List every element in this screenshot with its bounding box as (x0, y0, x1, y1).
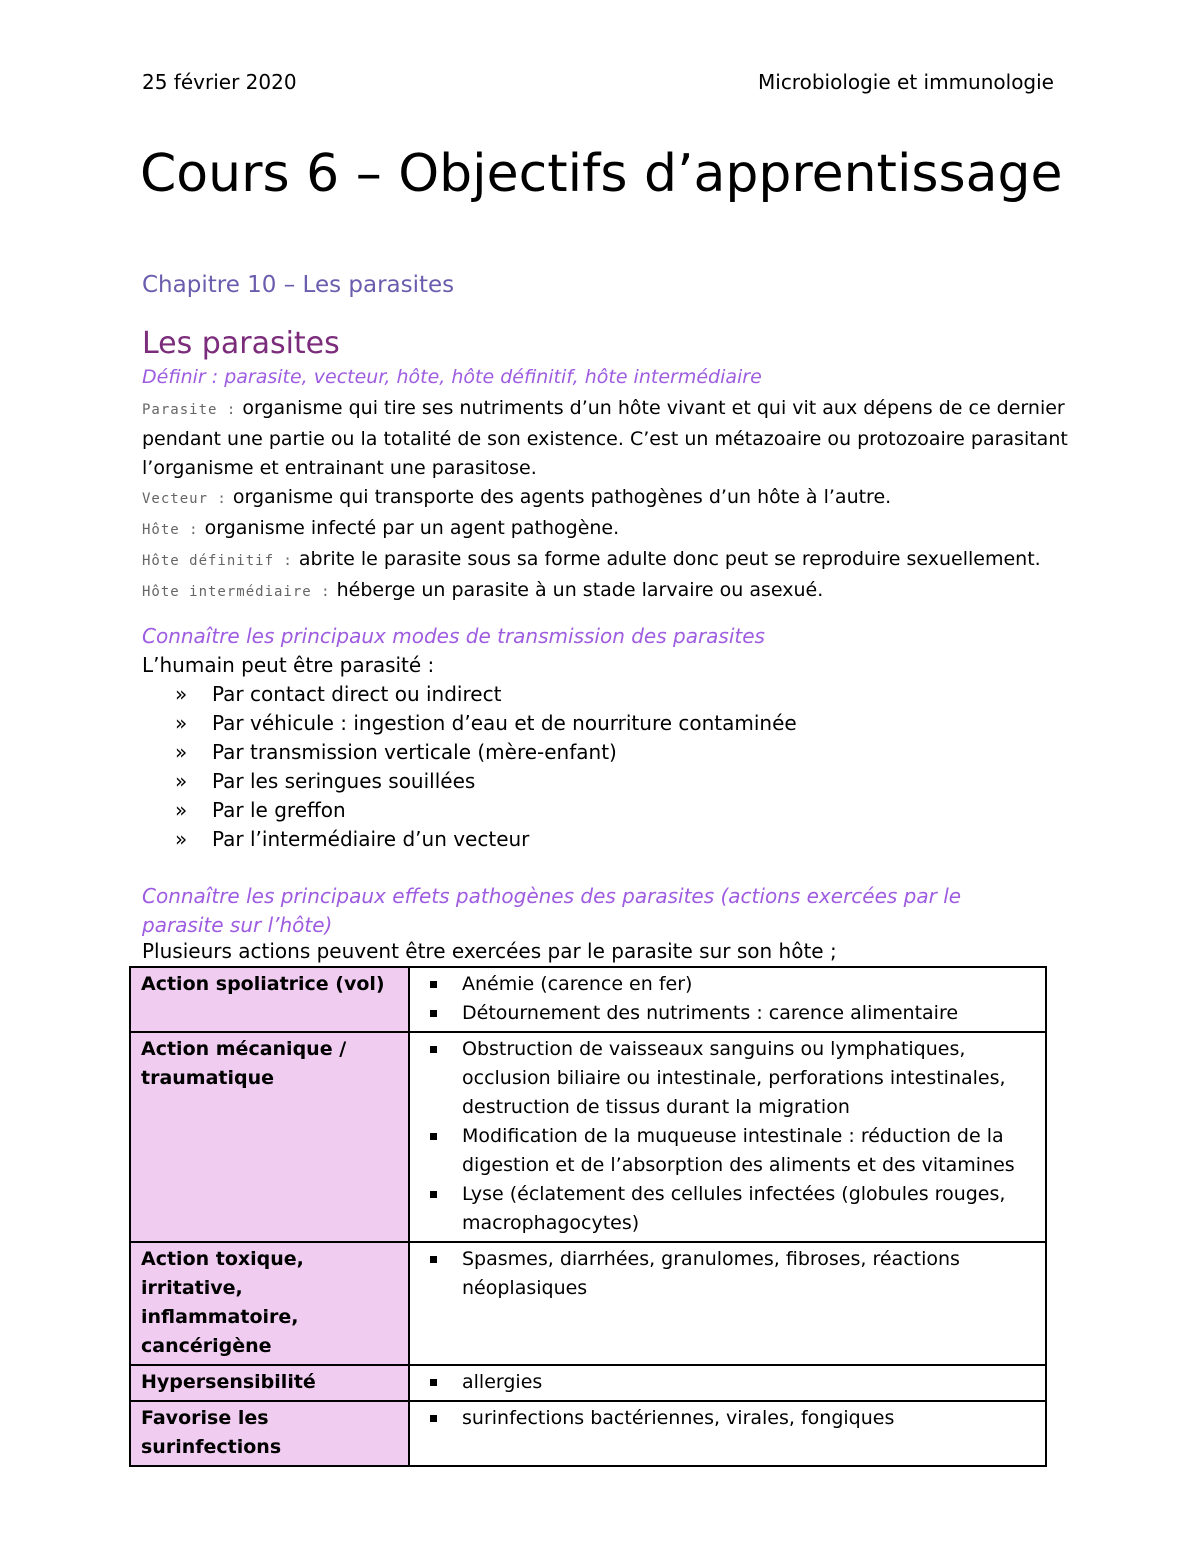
bullet-mark: » (175, 682, 188, 706)
definition-text: organisme qui transporte des agents pathogènes d’un hôte à l’autre. (226, 486, 892, 508)
list-item (175, 796, 797, 825)
definition-term: Hôte définitif : (142, 553, 293, 569)
effect-text: allergies (462, 1371, 543, 1393)
bullet-mark: » (175, 798, 188, 822)
definition-text: organisme qui tire ses nutriments d’un hôte vivant et qui vit aux dépens de ce dernier pendant une partie ou la totalité de son existence. C’est un métazoaire ou protozoaire parasitant l’organisme et entrainant une parasitose. (142, 397, 1068, 479)
actions-intro: Plusieurs actions peuvent être exercées par le parasite sur son hôte ; (142, 939, 837, 963)
list-item-text: Par contact direct ou indirect (212, 682, 502, 706)
table-row (130, 967, 1046, 1032)
action-cell: Action spoliatrice (vol) (130, 967, 409, 1032)
definitions-block (142, 394, 1072, 607)
square-bullet-icon (430, 1415, 437, 1422)
square-bullet-icon (430, 1256, 437, 1263)
effect-text: Spasmes, diarrhées, granulomes, fibroses, réactions néoplasiques (462, 1248, 960, 1299)
table-row (130, 1401, 1046, 1466)
header-course: Microbiologie et immunologie (758, 70, 1054, 94)
definition-text: abrite le parasite sous sa forme adulte donc peut se reproduire sexuellement. (292, 548, 1041, 570)
definition-text: héberge un parasite à un stade larvaire ou asexué. (330, 579, 824, 601)
definition-hote-intermediaire (142, 576, 1072, 607)
effect-item (420, 1368, 1035, 1397)
list-item-text: Par véhicule : ingestion d’eau et de nourriture contaminée (212, 711, 797, 735)
objective-transmission: Connaître les principaux modes de transmission des parasites (142, 624, 765, 648)
effects-cell (409, 1242, 1046, 1365)
square-bullet-icon (430, 1379, 437, 1386)
list-item-text: Par l’intermédiaire d’un vecteur (212, 827, 530, 851)
effect-text: Anémie (carence en fer) (462, 973, 693, 995)
objective-definitions: Définir : parasite, vecteur, hôte, hôte définitif, hôte intermédiaire (142, 366, 762, 388)
effects-cell (409, 1401, 1046, 1466)
action-cell: Favorise les surinfections (130, 1401, 409, 1466)
definition-hote (142, 514, 1072, 545)
bullet-mark: » (175, 711, 188, 735)
definition-term: Hôte intermédiaire : (142, 584, 331, 600)
chapter-heading: Chapitre 10 – Les parasites (142, 272, 455, 298)
table-row (130, 1032, 1046, 1242)
definition-vecteur (142, 483, 1072, 514)
header-date: 25 février 2020 (142, 70, 297, 94)
list-item (175, 825, 797, 854)
definition-term: Hôte : (142, 522, 199, 538)
list-item (175, 738, 797, 767)
effect-item (420, 1035, 1035, 1122)
list-item-text: Par transmission verticale (mère-enfant) (212, 740, 617, 764)
definition-parasite (142, 394, 1072, 483)
effect-text: Lyse (éclatement des cellules infectées (globules rouges, macrophagocytes) (462, 1183, 1006, 1234)
effects-cell (409, 1365, 1046, 1401)
square-bullet-icon (430, 981, 437, 988)
list-item-text: Par les seringues souillées (212, 769, 476, 793)
transmission-intro: L’humain peut être parasité : (142, 653, 435, 677)
effect-item (420, 1404, 1035, 1433)
list-item (175, 680, 797, 709)
bullet-mark: » (175, 769, 188, 793)
page-title: Cours 6 – Objectifs d’apprentissage (140, 144, 1063, 204)
square-bullet-icon (430, 1191, 437, 1198)
list-item-text: Par le greffon (212, 798, 346, 822)
table-row (130, 1365, 1046, 1401)
square-bullet-icon (430, 1010, 437, 1017)
square-bullet-icon (430, 1133, 437, 1140)
effects-cell (409, 1032, 1046, 1242)
bullet-mark: » (175, 740, 188, 764)
effects-cell (409, 967, 1046, 1032)
action-cell: Action mécanique / traumatique (130, 1032, 409, 1242)
table-row (130, 1242, 1046, 1365)
effect-item (420, 970, 1035, 999)
objective-pathogenic-effects: Connaître les principaux effets pathogènes des parasites (actions exercées par le parasite sur l’hôte) (142, 884, 962, 937)
effect-item (420, 1180, 1035, 1238)
bullet-mark: » (175, 827, 188, 851)
definition-text: organisme infecté par un agent pathogène. (198, 517, 620, 539)
effect-text: Modification de la muqueuse intestinale : réduction de la digestion et de l’absorption des aliments et des vitamines (462, 1125, 1015, 1176)
actions-table (129, 966, 1047, 1467)
effect-item (420, 1245, 1035, 1303)
action-cell: Hypersensibilité (130, 1365, 409, 1401)
effect-text: Obstruction de vaisseaux sanguins ou lymphatiques, occlusion biliaire ou intestinale, perforations intestinales, destruction de tissus durant la migration (462, 1038, 1006, 1118)
effect-text: surinfections bactériennes, virales, fongiques (462, 1407, 895, 1429)
effect-item (420, 999, 1035, 1028)
square-bullet-icon (430, 1046, 437, 1053)
section-heading: Les parasites (142, 326, 340, 361)
effect-text: Détournement des nutriments : carence alimentaire (462, 1002, 959, 1024)
list-item (175, 709, 797, 738)
effect-item (420, 1122, 1035, 1180)
definition-hote-definitif (142, 545, 1072, 576)
definition-term: Vecteur : (142, 491, 227, 507)
transmission-list (175, 680, 797, 854)
definition-term: Parasite : (142, 402, 237, 418)
action-cell: Action toxique, irritative, inflammatoire, cancérigène (130, 1242, 409, 1365)
list-item (175, 767, 797, 796)
